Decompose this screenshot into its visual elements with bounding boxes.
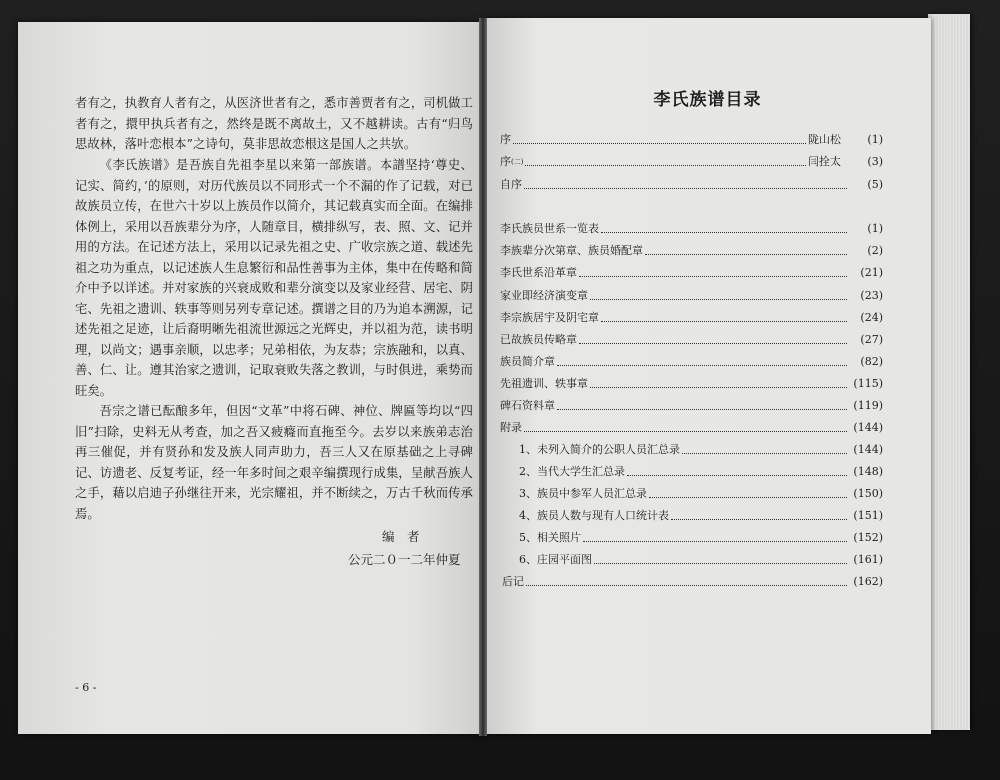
toc-entry: 族员简介章 (82) [500, 355, 883, 368]
toc-entry: 李氏世系沿革章 (21) [500, 266, 883, 279]
toc-entry: 李氏族员世系一览表 (1) [500, 222, 883, 235]
toc-entry: 已故族员传略章 (27) [500, 333, 883, 346]
toc-entry: 家业即经济演变章 (23) [500, 289, 883, 302]
toc-entry: 序 (二) 闫拴太 (3) [500, 155, 883, 168]
toc-entry: 自序 (5) [500, 178, 883, 191]
toc-entry: 李族辈分次第章、族员婚配章 (2) [500, 244, 883, 257]
toc-entry: 序 陇山松 (1) [500, 133, 883, 146]
toc-entry: 后记 (162) [502, 575, 883, 588]
toc-entry: 6、庄园平面图 (161) [519, 553, 883, 566]
toc-entry: 5、相关照片 (152) [519, 531, 883, 544]
editor-signature: 编 者 [382, 529, 420, 544]
toc-entry: 附录 (144) [500, 421, 883, 434]
page-edges [928, 14, 970, 730]
toc-entry: 1、未列入简介的公职人员汇总录 (144) [519, 443, 883, 456]
book-spine [479, 18, 487, 736]
toc-title: 李氏族谱目录 [653, 90, 762, 110]
paragraph-2: 《李氏族谱》是吾族自先祖李星以来第一部族谱。本譜坚持‘尊史、记实、简约，’的原则，对历代族员以不同形式一个不漏的作了记载，对已故族员立传，在世六十岁以上族员作以简介，其记载真实而全面。在编排体例上，采用以吾族辈分为序，人随章目，横排纵写，表、照、文、记并用的方法。在记述方法上，采用以记录先祖之史、广收宗族之道、载述先祖之功为重点，以记述族人生息繁衍和品性善事为主体，集中在传略和简介中予以详述。并对家族的兴衰成败和辈分演变以及家业经营、居宅、阴宅、先祖之遗训、轶事等则另列专章记述。撰谱之目的乃为追本溯源，记述先祖之足迹，让后裔明晰先祖流世源远之光辉史，并以祖为范，读书明理，以尚文；遇事亲顺，以忠孝；兄弟相依，为友恭；宗族融和，以真、善、仁、让。遵其治家之遗训，记取衰败失落之教训，与时俱进，乘势而旺矣。 [75, 158, 473, 398]
toc-entry: 碑石资料章 (119) [500, 399, 883, 412]
paragraph-3: 吾宗之谱已酝酿多年，但因“文革”中将石碑、神位、牌匾等均以“四旧”扫除，史料无从考查，加之吾又疲癃而直拖至今。去岁以来族弟志治再三催促，并有贤孙和发及族人同声助力，吾三人又在原基础之上寻碑记、访遗老、反复考证，经一年多时间之艰辛编撰现行成集，呈献吾族人之手，藉以启迪子孙继往开来，光宗耀祖，并不断续之，万古千秋而传承焉。 [75, 404, 473, 521]
paragraph-1: 者有之，执教育人者有之，从医济世者有之，悉市善贾者有之，司机做工者有之，擐甲执兵者有之，然终是既不离故土，又不越耕读。古有“归鸟思故林，落叶恋根本”之诗句，莫非思故恋根这是国人之共欤。 [75, 96, 473, 151]
toc-entry: 李宗族居宇及阴宅章 (24) [500, 311, 883, 324]
toc-entry: 4、族员人数与现有人口统计表 (151) [519, 509, 883, 522]
page-number: - 6 - [75, 681, 97, 694]
toc-entry: 2、当代大学生汇总录 (148) [519, 465, 883, 478]
toc-entry: 3、族员中参军人员汇总录 (150) [519, 487, 883, 500]
signature-date: 公元二０一二年仲夏 [348, 552, 461, 567]
toc-entry: 先祖遗训、轶事章 (115) [500, 377, 883, 390]
